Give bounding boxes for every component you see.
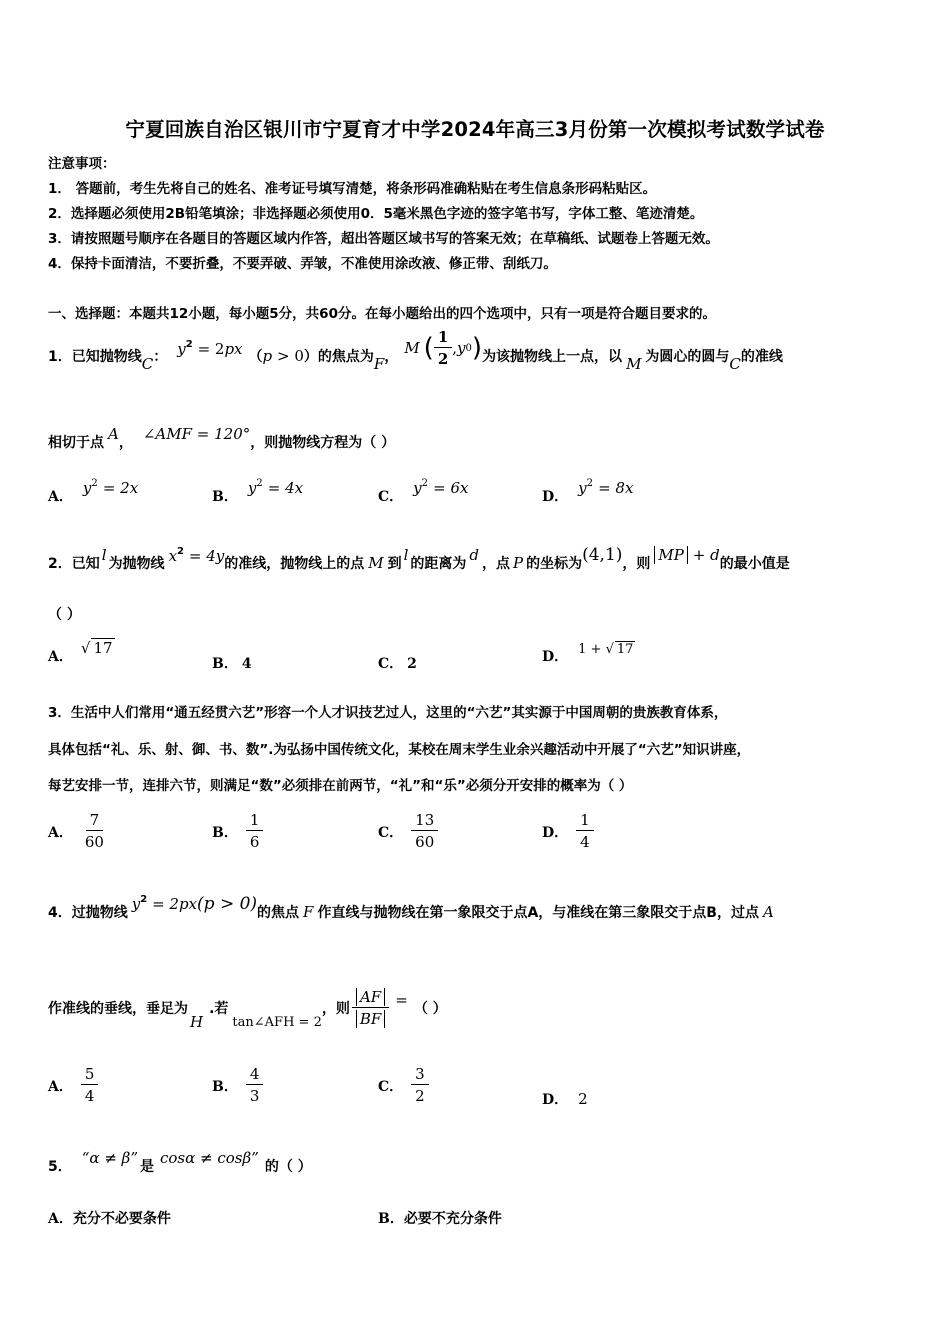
option-value: 17 [93, 639, 113, 657]
option-label: A． [48, 649, 73, 665]
q2-text-5: 的距离为 [410, 556, 467, 572]
q1-text-focus: ）的焦点为 [303, 349, 374, 365]
option-label: A． [48, 1211, 73, 1227]
page-title: 宁夏回族自治区银川市宁夏育才中学2024年高三3月份第一次模拟考试数学试卷 [125, 118, 825, 141]
option-sq: 2 [421, 478, 429, 489]
option-label: C． [378, 824, 404, 841]
option-fraction [576, 810, 594, 853]
option-label: A． [48, 489, 73, 505]
q1-var-c2: C [729, 355, 741, 373]
option-label: B． [212, 824, 238, 841]
fraction-den: 6 [249, 833, 260, 851]
option-lhs: y [578, 479, 587, 497]
option-label: D． [542, 824, 569, 841]
q4-option-a[interactable] [48, 1064, 98, 1107]
option-fraction [411, 810, 438, 853]
q4-text-7: （ ） [413, 1001, 447, 1017]
q4-var-f: F [303, 903, 314, 921]
fraction-num: 1 [576, 810, 594, 831]
q1-eq-y: y [177, 339, 186, 358]
fraction-den: 4 [580, 833, 590, 851]
q5-option-a[interactable] [48, 1208, 171, 1228]
fraction-den: 4 [84, 1087, 95, 1105]
q1-text-3: 为圆心的圆与 [645, 349, 730, 365]
q4-ratio [352, 987, 389, 1030]
option-text: 必要不充分条件 [403, 1211, 502, 1227]
q1-half [434, 327, 452, 370]
q1-comma-2: ， [118, 435, 133, 451]
option-radicand: 17 [616, 642, 634, 657]
option-label: D． [542, 649, 569, 665]
option-lhs: y [247, 479, 257, 497]
option-label: B． [212, 656, 238, 672]
option-fraction [246, 1064, 264, 1107]
q3-option-b[interactable] [212, 810, 263, 853]
q1-var-f: F [373, 355, 385, 373]
q2-text-4: 到 [387, 556, 402, 572]
notice-heading: 注意事项： [48, 156, 116, 172]
option-value: 4 [241, 656, 252, 672]
q1-var-p: p [262, 347, 273, 365]
q4-tan: tan∠AFH = 2 [232, 1014, 322, 1030]
q4-text-6: ，则 [321, 1001, 350, 1017]
q4-cond: (p > 0) [197, 894, 258, 914]
q5-is: 是 [140, 1159, 154, 1175]
q4-var-h: H [190, 1013, 204, 1031]
q2-text-6: ，点 [482, 556, 511, 572]
q1-equation [177, 339, 242, 358]
q1-eq-sq: 2 [185, 338, 193, 350]
q2-text-8: ，则 [622, 556, 651, 572]
fraction-num: 13 [411, 810, 438, 831]
q2-option-d[interactable]: D． $^{1 + √ 17}$ [542, 642, 634, 665]
q2-option-a[interactable]: A． √ 17 [48, 639, 113, 665]
fraction-num: 4 [246, 1064, 264, 1085]
option-label: D． [542, 1092, 569, 1108]
q4-text-2: 的焦点 [257, 905, 300, 921]
q4-eq-y: y [131, 895, 141, 913]
q3-line-3: 每艺安排一节，连排六节，则满足“数”必须排在前两节，“礼”和“乐”必须分开安排的概率为（ ） [48, 778, 633, 794]
q1-text-6: ，则抛物线方程为（ ） [250, 435, 396, 451]
q2-var-p: P [513, 554, 524, 572]
q4-eq-sq: 2 [140, 894, 148, 905]
question-2-stem [48, 545, 790, 581]
option-text: 充分不必要条件 [72, 1211, 171, 1227]
fraction-den: 3 [249, 1087, 260, 1105]
q3-option-a[interactable] [48, 810, 108, 853]
option-fraction [411, 1064, 429, 1107]
section-heading: 一、选择题：本题共12小题，每小题5分，共60分。在每小题给出的四个选项中，只有一项是符合题目要求的。 [48, 306, 716, 322]
q4-af: AF [356, 988, 385, 1006]
q2-plus-d: + d [692, 546, 720, 564]
q4-eq: = [395, 991, 408, 1009]
q1-comma: ， [384, 349, 399, 365]
notice-item-2: 2．选择题必须使用2B铅笔填涂；非选择题必须使用0．5毫米黑色字迹的签字笔书写，字体工整、笔迹清楚。 [48, 206, 704, 222]
q1-text-5: 相切于点 [48, 435, 104, 451]
question-4-stem-2 [48, 978, 447, 1038]
option-label: A． [48, 1078, 73, 1095]
q2-var-d: d [469, 546, 480, 564]
q5-cond-2: cosα ≠ cosβ” [160, 1149, 259, 1167]
q1-y0: y [457, 339, 466, 357]
q1-half-num: 1 [434, 327, 452, 348]
q1-point-m: M ( $\frac{1}{2}$ , y 0 ) [404, 327, 483, 368]
option-label: B． [212, 489, 238, 505]
q2-mp: MP [654, 546, 687, 564]
q1-gt0: > 0 [277, 347, 304, 365]
question-1-stem-2 [48, 424, 395, 460]
option-value: 2 [407, 656, 417, 672]
q1-half-den: 2 [437, 349, 449, 368]
q2-eq-x: x [168, 546, 178, 565]
option-rhs: = 8x [598, 479, 634, 497]
notice-item-1: 1． 答题前，考生先将自己的姓名、准考证号填写清楚，将条形码准确粘贴在考生信息条形码粘贴区。 [48, 181, 657, 197]
q4-eq-rest: = 2px [152, 895, 198, 913]
fraction-num: 5 [81, 1064, 99, 1085]
q2-var-l: l [101, 546, 107, 564]
fraction-num: 1 [246, 810, 264, 831]
q1-m: M [404, 339, 420, 357]
q5-cond-1: “α ≠ β” [81, 1149, 138, 1167]
q2-expression [654, 546, 719, 564]
q2-text: 2．已知 [48, 556, 100, 572]
question-1-stem [48, 327, 783, 376]
option-label: C． [378, 489, 404, 505]
q2-paren: （ ） [48, 607, 81, 623]
option-value: 1 + [578, 642, 606, 657]
q3-option-d[interactable] [542, 810, 594, 853]
q2-eq-rest: = 4y [188, 546, 225, 565]
option-fraction [246, 810, 264, 853]
option-lhs: y [82, 479, 92, 497]
q2-coord: (4,1) [582, 545, 623, 565]
option-fraction [81, 1064, 99, 1107]
q3-line-1: 3．生活中人们常用“通五经贯六艺”形容一个人才识技艺过人，这里的“六艺”其实源于中国周朝的贵族教育体系， [48, 705, 728, 721]
q1-text-4: 的准线 [740, 349, 783, 365]
q4-text: 4．过抛物线 [48, 905, 128, 921]
q4-option-b[interactable] [212, 1064, 263, 1107]
q5-number: 5． [48, 1159, 72, 1175]
option-label: B． [212, 1078, 238, 1095]
fraction-num: 7 [86, 810, 104, 831]
option-rhs: = 4x [267, 479, 304, 497]
q4-option-c[interactable] [378, 1064, 429, 1107]
q3-line-2: 具体包括“礼、乐、射、御、书、数”.为弘扬中国传统文化，某校在周末学生业余兴趣活动中开展了“六艺”知识讲座， [48, 742, 751, 758]
q1-eq-px: px [224, 339, 243, 358]
fraction-num: 3 [411, 1064, 429, 1085]
q2-var-m: M [368, 554, 384, 572]
q4-var-a: A [762, 903, 774, 921]
q2-text-9: 的最小值是 [719, 556, 790, 572]
notice-item-4: 4．保持卡面清洁，不要折叠，不要弄破、弄皱，不准使用涂改液、修正带、刮纸刀。 [48, 256, 557, 272]
option-label: B． [378, 1211, 404, 1227]
q5-text: 的（ ） [264, 1159, 312, 1175]
fraction-den: 60 [415, 833, 435, 851]
q1-text: 1．已知抛物线 [48, 349, 142, 365]
fraction-den: 60 [84, 833, 104, 851]
q1-text-2: 为该抛物线上一点，以 [482, 349, 623, 365]
option-sq: 2 [586, 478, 593, 489]
q1-option-d[interactable] [542, 478, 634, 506]
q1-y0-sub: 0 [465, 342, 472, 354]
q2-text-2: 为抛物线 [108, 556, 165, 572]
question-4-stem [48, 894, 774, 930]
q2-text-3: 的准线，抛物线上的点 [224, 556, 365, 572]
q1-option-a[interactable] [48, 478, 139, 506]
option-fraction [81, 810, 108, 853]
q2-eq-sq: 2 [177, 545, 184, 557]
q1-angle: ∠AMF = 120° [142, 425, 251, 443]
q4-bf: BF [356, 1010, 385, 1028]
option-label: C． [378, 656, 404, 672]
q4-equation [132, 894, 257, 914]
q2-var-l2: l [403, 546, 409, 564]
option-sq: 2 [256, 478, 263, 489]
q1-eq-mid: = 2 [197, 339, 225, 358]
option-rhs: = 6x [433, 479, 469, 497]
q4-text-3: 作直线与抛物线在第一象限交于点A，与准线在第三象限交于点B，过点 [317, 905, 759, 921]
q1-paren: （ [248, 349, 263, 365]
fraction-den: 2 [415, 1087, 425, 1105]
q1-option-c[interactable] [378, 478, 469, 506]
q2-text-7: 的坐标为 [526, 556, 583, 572]
question-5-stem [48, 1148, 312, 1184]
option-label: A． [48, 824, 73, 841]
q1-var-c: C [141, 355, 154, 373]
option-sq: 2 [91, 478, 98, 489]
q1-var-a: A [108, 425, 119, 443]
notice-item-3: 3．请按照题号顺序在各题目的答题区域内作答，超出答题区域书写的答案无效；在草稿纸、试题卷上答题无效。 [48, 231, 719, 247]
option-lhs: y [413, 479, 422, 497]
q4-option-d[interactable] [542, 1089, 588, 1109]
option-label: D． [542, 489, 569, 505]
q2-equation [169, 546, 225, 565]
q1-colon: ： [153, 349, 168, 365]
option-label: C． [378, 1078, 404, 1095]
q1-option-b[interactable] [212, 478, 304, 506]
q4-text-5: .若 [209, 1001, 229, 1017]
q3-option-c[interactable] [378, 810, 438, 853]
q2-option-b[interactable] [212, 653, 252, 673]
q1-var-m: M [626, 355, 642, 373]
q4-text-4: 作准线的垂线，垂足为 [48, 1001, 188, 1017]
option-value: 2 [578, 1090, 588, 1108]
q2-option-c[interactable] [378, 653, 417, 673]
q5-option-b[interactable] [378, 1208, 502, 1228]
option-rhs: = 2x [102, 479, 139, 497]
